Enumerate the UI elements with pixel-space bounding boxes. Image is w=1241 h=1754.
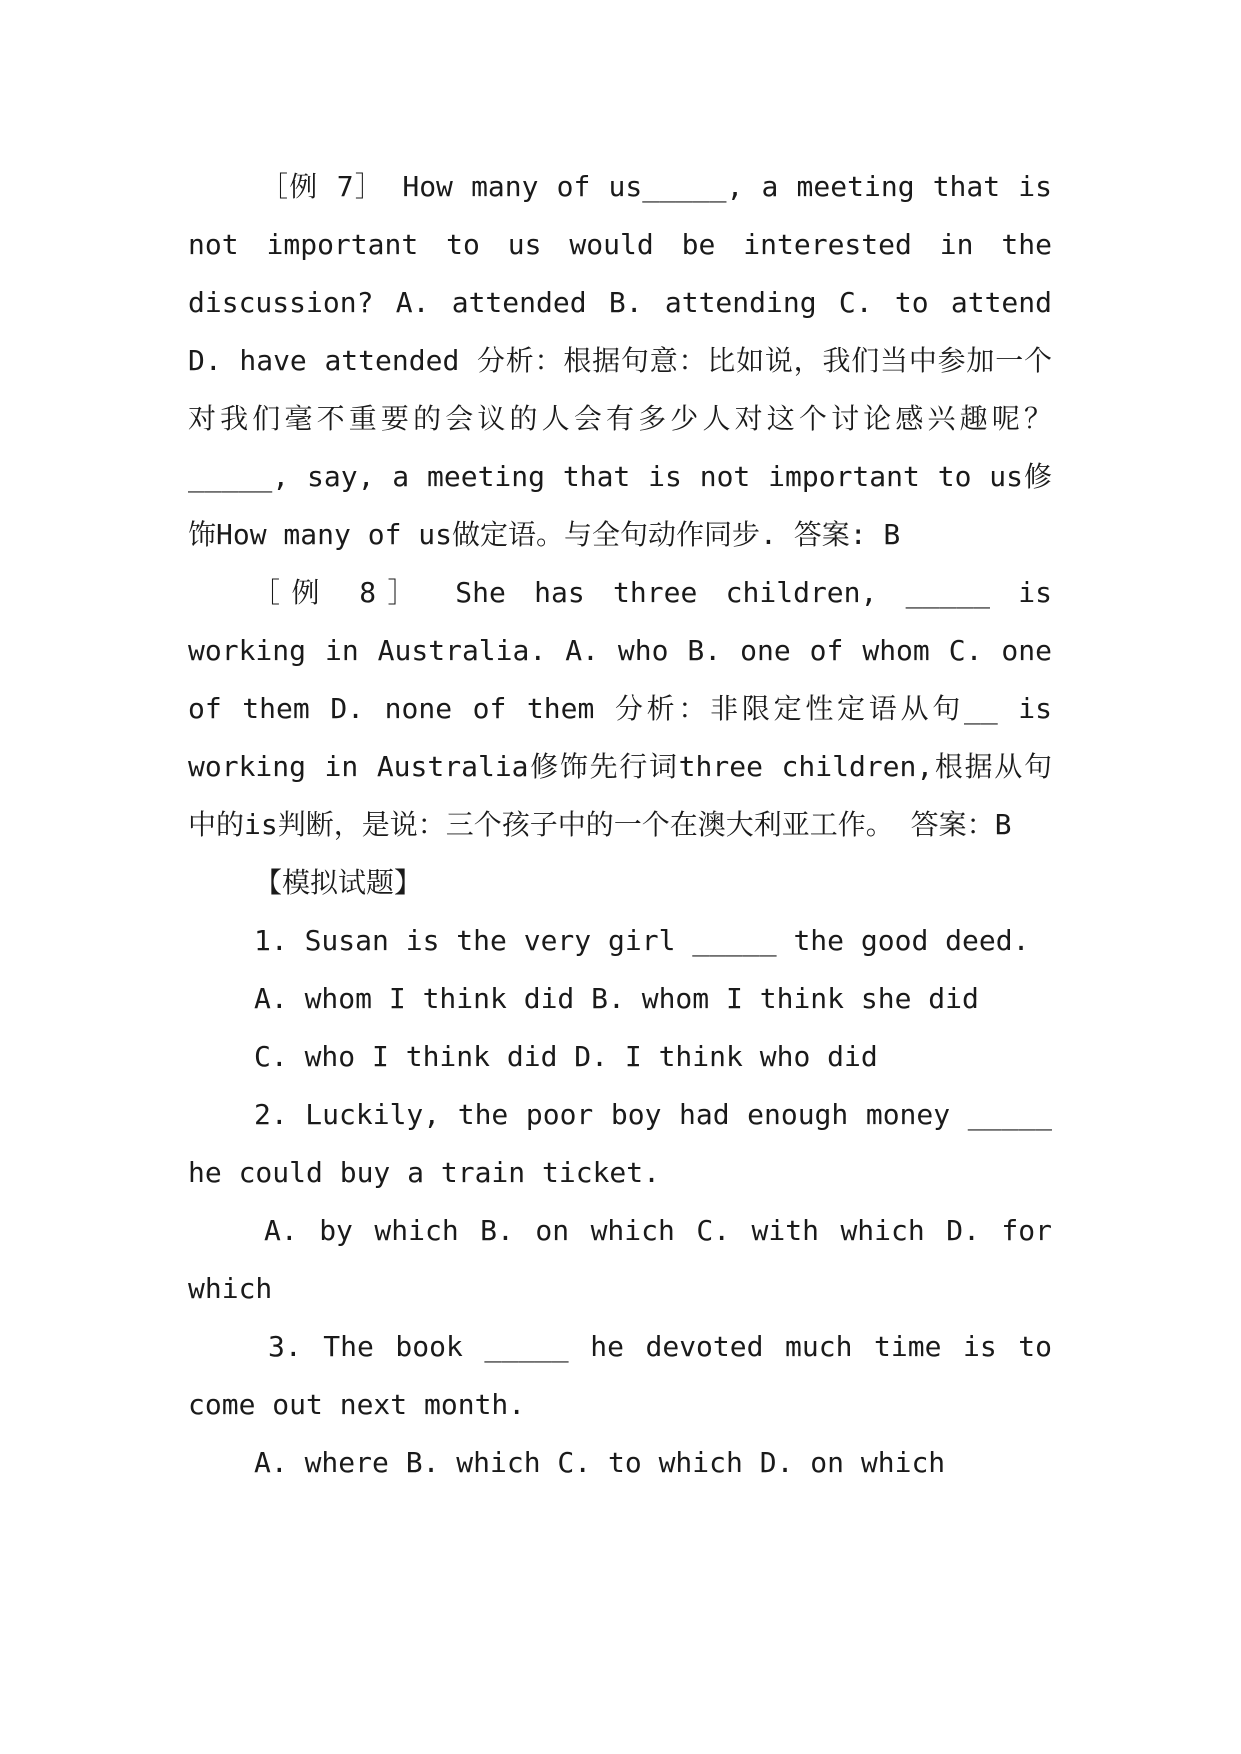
question-2-stem: 2. Luckily, the poor boy had enough money _____ he could buy a train ticket. xyxy=(188,1098,1052,1189)
question-1-options-cd: C. who I think did D. I think who did xyxy=(254,1040,878,1073)
document-body xyxy=(188,158,1052,1492)
example-8-paragraph: ［例 8］ She has three children, _____ is working in Australia. A. who B. one of whom C. one of them D. none of them 分析：非限定性定语从句__ is working in Australia修饰先行词three children,根据从句中的is判断，是说：三个孩子中的一个在澳大利亚工作。 答案：B xyxy=(188,576,1052,841)
question-3-options: A. where B. which C. to which D. on which xyxy=(254,1446,946,1479)
question-2-options: A. by which B. on which C. with which D. for which xyxy=(188,1214,1052,1305)
question-3-stem: 3. The book _____ he devoted much time is to come out next month. xyxy=(188,1330,1052,1421)
question-1-options-ab: A. whom I think did B. whom I think she did xyxy=(254,982,979,1015)
example-7-paragraph: ［例 7］ How many of us_____, a meeting that is not important to us would be interested in the discussion? A. attended B. attending C. to attend D. have attended 分析：根据句意：比如说，我们当中参加一个对我们毫不重要的会议的人会有多少人对这个讨论感兴趣呢？ _____, say, a meeting that is not important to us修饰How many of us做定语。与全句动作同步. 答案: B xyxy=(188,170,1052,551)
section-title: 【模拟试题】 xyxy=(254,866,423,899)
question-1-stem: 1. Susan is the very girl _____ the good deed. xyxy=(254,924,1030,957)
